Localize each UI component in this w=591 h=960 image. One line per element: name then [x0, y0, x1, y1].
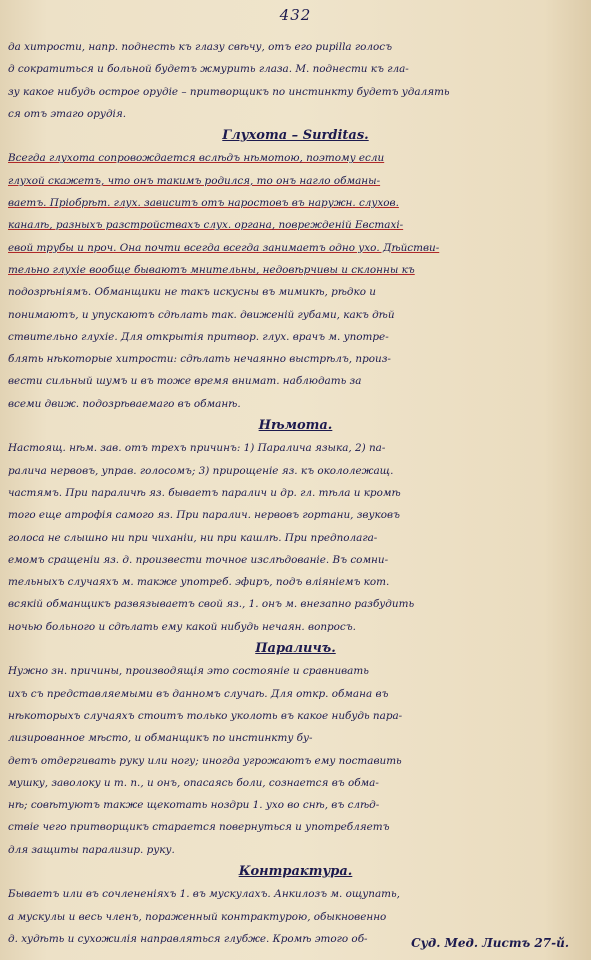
- body-line: каналѣ, разныхъ разстройствахъ слух. органа, поврежденій Евстахі-: [8, 219, 404, 232]
- section-heading: Контрактура.: [238, 863, 353, 879]
- section-heading: Нѣмота.: [258, 418, 333, 434]
- body-line: тельно глухіе вообще бываютъ мнительны, недовѣрчивы и склонны къ: [8, 263, 415, 276]
- body-line: мушку, заволоку и т. п., и онъ, опасаясь боли, сознается въ обма-: [8, 776, 379, 789]
- intro-line: ся отъ этаго орудія.: [8, 107, 127, 120]
- body-line: ствіе чего притворщикъ старается повернуться и употребляетъ: [8, 821, 390, 834]
- body-line: для защиты парализир. руку.: [8, 843, 175, 856]
- body-line: евой трубы и проч. Она почти всегда всегда занимаетъ одно ухо. Дѣйстви-: [8, 241, 440, 254]
- body-line: голоса не слышно ни при чиханіи, ни при кашлѣ. При предполага-: [8, 531, 378, 544]
- body-line: тельныхъ случаяхъ м. также употреб. эфиръ, подъ вліяніемъ кот.: [8, 576, 390, 589]
- section-heading: Глухота – Surditas.: [222, 128, 369, 144]
- intro-line: д сократиться и больной будетъ жмурить глаза. М. поднести къ гла-: [8, 63, 409, 76]
- body-line: частямъ. При параличѣ яз. бываетъ паралич и др. гл. тѣла и кромѣ: [8, 486, 401, 499]
- body-line: ралича нервовъ, управ. голосомъ; 3) прирощеніе яз. къ окололежащ.: [8, 464, 394, 477]
- body-line: ихъ съ представляемыми въ данномъ случаѣ. Для откр. обмана въ: [8, 687, 389, 700]
- body-line: всякій обманщикъ развязываетъ свой яз., 1. онъ м. внезапно разбудить: [8, 598, 415, 611]
- body-line: всеми движ. подозрѣваемаго въ обманѣ.: [8, 397, 241, 410]
- body-line: Настоящ. нѣм. зав. отъ трехъ причинъ: 1) Паралича языка, 2) па-: [8, 442, 386, 455]
- intro-line: да хитрости, напр. поднесть къ глазу свѣчу, отъ его pupilla голосъ: [8, 41, 393, 53]
- body-line: Бываетъ или въ сочлененіяхъ 1. въ мускулахъ. Анкилозъ м. ощупать,: [8, 888, 400, 901]
- sheet-signature: Суд. Мед. Листъ 27-й.: [411, 936, 569, 950]
- body-line: того еще атрофія самого яз. При паралич. нервовъ гортани, звуковъ: [8, 509, 400, 522]
- body-line: Нужно зн. причины, производящія это состояніе и сравнивать: [8, 665, 369, 678]
- intro-line: зу какое нибудь острое орудіе – притворщикъ по инстинкту будетъ удалять: [8, 85, 450, 98]
- section-heading: Параличъ.: [255, 641, 336, 657]
- body-line: нѣкоторыхъ случаяхъ стоитъ только уколоть въ какое нибудь пара-: [8, 709, 403, 722]
- section-muteness: [8, 415, 583, 638]
- body-line: подозрѣніямъ. Обманщики не такъ искусны въ мимикѣ, рѣдко и: [8, 286, 376, 299]
- body-line: вести сильный шумъ и въ тоже время внимат. наблюдать за: [8, 375, 362, 388]
- body-line: ночью больного и сдѣлать ему какой нибудь нечаян. вопросъ.: [8, 620, 356, 633]
- page-body: [8, 36, 583, 950]
- body-line: нѣ; совѣтуютъ также щекотать ноздри 1. ухо во снѣ, въ слѣд-: [8, 799, 380, 812]
- body-line: Всегда глухота сопровождается вслѣдъ нѣмотою, поэтому если: [8, 152, 385, 165]
- body-line: а мускулы и весь членъ, пораженный контрактурою, обыкновенно: [8, 910, 387, 923]
- intro-paragraph: [8, 36, 583, 125]
- body-line: ваетъ. Пріобрѣт. глух. зависитъ отъ наростовъ въ наружн. слухов.: [8, 197, 399, 210]
- page-number: 432: [279, 6, 312, 24]
- section-paralysis: [8, 638, 583, 861]
- body-line: детъ отдергивать руку или ногу; иногда угрожаютъ ему поставить: [8, 754, 402, 767]
- body-line: д. худѣть и сухожилія направляться глубже. Кромѣ этого об-: [8, 932, 368, 945]
- body-line: емомъ сращеніи яз. д. произвести точное изслѣдованіе. Въ сомни-: [8, 553, 389, 566]
- section-deafness: [8, 125, 583, 415]
- body-line: лизированное мѣсто, и обманщикъ по инстинкту бу-: [8, 732, 313, 745]
- body-line: глухой скажетъ, что онъ такимъ родился, то онъ нагло обманы-: [8, 174, 381, 187]
- body-line: понимаютъ, и упускаютъ сдѣлать так. движеній губами, какъ дѣй: [8, 308, 395, 321]
- body-line: ствительно глухіе. Для открытія притвор. глух. врачъ м. употре-: [8, 330, 389, 343]
- body-line: блять нѣкоторые хитрости: сдѣлать нечаянно выстрѣлъ, произ-: [8, 353, 391, 366]
